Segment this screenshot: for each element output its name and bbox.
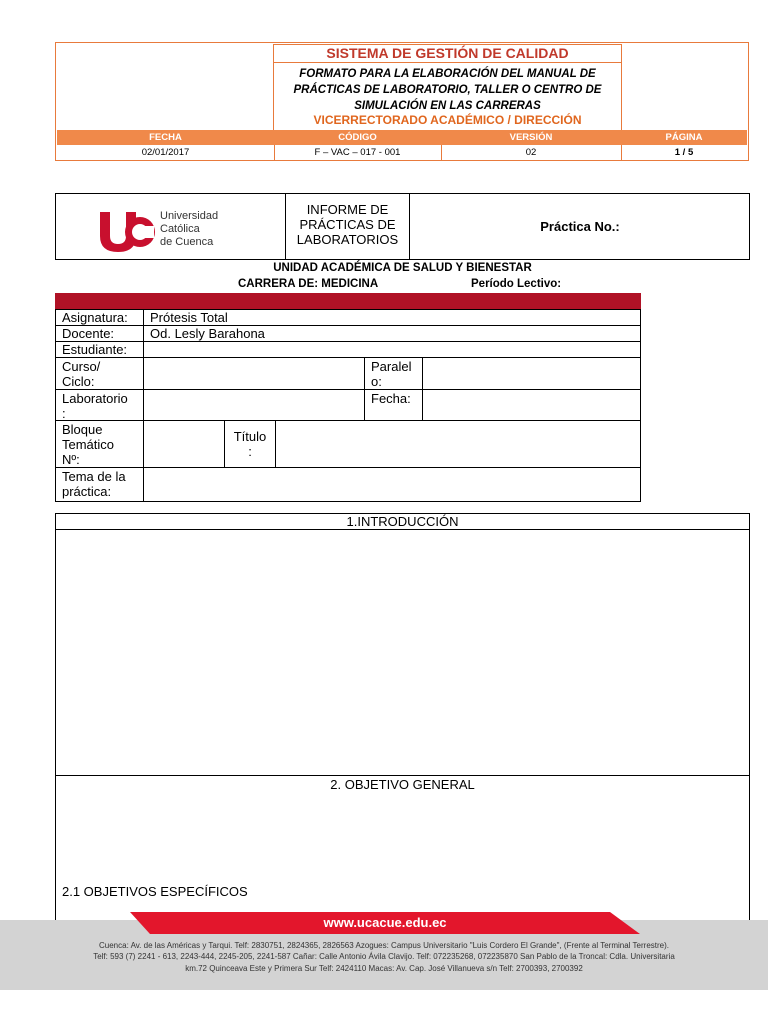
paralelo-label	[364, 357, 423, 390]
laboratorio-label-line-1: Laboratorio	[62, 391, 128, 406]
ucacue-logo-icon	[96, 206, 158, 254]
docente-field[interactable]: Od. Lesly Barahona	[143, 325, 641, 342]
quality-system-title: SISTEMA DE GESTIÓN DE CALIDAD	[273, 44, 622, 63]
quality-header-right-box	[621, 44, 748, 130]
titulo-label	[224, 420, 276, 468]
divider	[621, 145, 622, 160]
bloque-label-line-3: Nº:	[62, 452, 80, 467]
footer-address-line-2: Telf: 593 (7) 2241 - 613, 2243-444, 2245-205, 2241-587 Cañar: Calle Antonio Ávila Clavijo. Telf: 072235268, 072235870 San Pablo de la Troncal: Cdla. Universitaria	[93, 952, 675, 961]
informe-title	[285, 193, 410, 260]
header-values-row	[57, 145, 747, 160]
footer-address-line-1: Cuenca: Av. de las Américas y Tarqui. Telf: 2830751, 2824365, 2826563 Azogues: Campus Universitario "Luis Cordero El Grande", (Frente al Terminal Terrestre).	[99, 941, 669, 950]
vicerrectorado-label: VICERRECTORADO ACADÉMICO / DIRECCIÓN	[313, 113, 582, 127]
logo-text-line-3: de Cuenca	[160, 236, 214, 248]
logo-text-line-2: Católica	[160, 223, 200, 235]
paralelo-label-line-1: Paralel	[371, 359, 412, 374]
laboratorio-label-line-2: :	[62, 406, 66, 421]
col-fecha: FECHA	[149, 132, 182, 143]
bloque-label-line-2: Temático	[62, 437, 115, 452]
curso-ciclo-field[interactable]	[143, 357, 365, 390]
introduccion-title: 1.INTRODUCCIÓN	[346, 514, 459, 529]
unidad-academica: UNIDAD ACADÉMICA DE SALUD Y BIENESTAR	[273, 262, 532, 274]
tema-label-line-2: práctica:	[62, 484, 112, 499]
university-logo	[96, 206, 276, 254]
laboratorio-field[interactable]	[143, 389, 365, 421]
curso-label-line-2: Ciclo:	[62, 374, 95, 389]
bloque-tematico-label	[55, 420, 144, 468]
periodo-lectivo-label: Período Lectivo:	[471, 278, 562, 290]
tema-label-line-1: Tema de la	[62, 469, 126, 484]
paralelo-label-line-2: o:	[371, 374, 382, 389]
informe-title-line-1: INFORME DE	[306, 202, 389, 217]
asignatura-field[interactable]: Prótesis Total	[143, 309, 641, 326]
bloque-tematico-field[interactable]	[143, 420, 225, 468]
introduccion-header	[55, 513, 750, 530]
format-title-line-2: PRÁCTICAS DE LABORATORIO, TALLER O CENTRO DE	[293, 84, 602, 96]
footer-website-link[interactable]: www.ucacue.edu.ec	[323, 915, 447, 930]
fecha-label: Fecha:	[364, 389, 423, 421]
col-codigo: CÓDIGO	[338, 132, 377, 143]
fecha-field[interactable]	[422, 389, 641, 421]
logo-wordmark	[160, 210, 218, 249]
introduccion-body[interactable]	[55, 529, 750, 776]
informe-title-line-2: PRÁCTICAS DE	[299, 217, 396, 232]
value-fecha: 02/01/2017	[141, 147, 190, 158]
col-pagina: PÁGINA	[665, 132, 703, 143]
docente-label: Docente:	[55, 325, 144, 342]
form-header-bar	[55, 293, 641, 309]
carrera-label: CARRERA DE: MEDICINA	[238, 278, 379, 290]
value-version: 02	[525, 147, 537, 158]
objetivos-especificos-title: 2.1 OBJETIVOS ESPECÍFICOS	[62, 884, 248, 899]
asignatura-label: Asignatura:	[55, 309, 144, 326]
quality-header-logo-box	[57, 44, 274, 130]
titulo-label-line-1: Título	[233, 429, 267, 444]
tema-practica-field[interactable]	[143, 467, 641, 502]
value-codigo: F – VAC – 017 - 001	[314, 147, 401, 158]
col-version: VERSIÓN	[509, 132, 553, 143]
divider	[274, 145, 275, 160]
objetivo-general-title: 2. OBJETIVO GENERAL	[330, 777, 475, 792]
bloque-label-line-1: Bloque	[62, 422, 103, 437]
curso-label-line-1: Curso/	[62, 359, 101, 374]
divider	[441, 145, 442, 160]
curso-ciclo-label	[55, 357, 144, 390]
informe-title-line-3: LABORATORIOS	[296, 232, 399, 247]
titulo-label-line-2: :	[248, 444, 252, 459]
footer-address-line-3: km.72 Quinceava Este y Primera Sur Telf: 2424110 Macas: Av. Cap. José Villanueva s/n Telf: 2700393, 2700392	[185, 964, 583, 973]
format-title-line-1: FORMATO PARA LA ELABORACIÓN DEL MANUAL DE	[299, 68, 596, 80]
value-pagina: 1 / 5	[674, 147, 694, 158]
tema-practica-label	[55, 467, 144, 502]
header-columns-bar	[57, 130, 747, 145]
paralelo-field[interactable]	[422, 357, 641, 390]
titulo-field[interactable]	[275, 420, 641, 468]
format-title-line-3: SIMULACIÓN EN LAS CARRERAS	[354, 100, 541, 112]
practica-number-label: Práctica No.:	[540, 219, 620, 234]
estudiante-field[interactable]	[143, 341, 641, 358]
logo-text-line-1: Universidad	[160, 210, 219, 222]
estudiante-label: Estudiante:	[55, 341, 144, 358]
laboratorio-label	[55, 389, 144, 421]
